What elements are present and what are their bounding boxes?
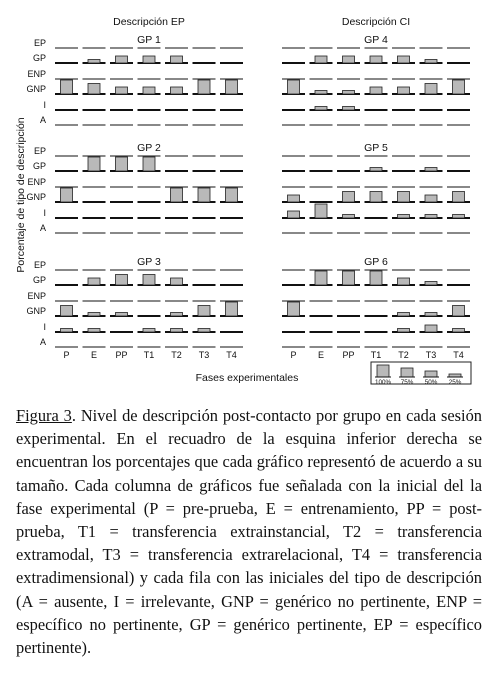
phase-tick-label: P (63, 350, 70, 360)
phase-tick-label: P (290, 350, 297, 360)
data-bar (453, 215, 465, 219)
data-bar (453, 80, 465, 94)
legend-label: 75% (400, 379, 414, 386)
phase-tick-label: PP (115, 350, 128, 360)
data-bar (315, 107, 327, 111)
data-bar (198, 329, 210, 333)
data-bar (425, 282, 437, 286)
data-bar (116, 275, 128, 286)
data-bar (171, 278, 183, 285)
data-bar (315, 204, 327, 218)
data-bar (288, 80, 300, 94)
phase-tick-label: T3 (425, 350, 437, 360)
data-bar (370, 56, 382, 63)
data-bar (398, 215, 410, 219)
data-bar (370, 192, 382, 203)
group-title: GP 3 (137, 256, 161, 268)
data-bar (453, 329, 465, 333)
figure-caption-label: Figura 3 (16, 406, 72, 425)
row-label: I (43, 208, 46, 218)
data-bar (453, 306, 465, 317)
data-bar (198, 306, 210, 317)
phase-tick-label: T3 (198, 350, 210, 360)
data-bar (343, 271, 355, 285)
x-axis-label: Fases experimentales (195, 372, 299, 384)
data-bar (88, 313, 100, 317)
figure-caption-text: . Nivel de descripción post-contacto por grupo en cada sesión experimental. En el recuadro de la esquina inferior derecha se encuentran los porcentajes que cada gráfico representó de acuerdo a su tamaño. Cada columna de gráficos fue señalada con la inicial del la fase experimental (P = pre-prueba, E = entrenamiento, PP = post-prueba, T1 = transferencia extrainstancial, T2 = transferencia extramodal, T3 = transferencia extrarelacional, T4 = transferencia extradimensional) y cada fila con las iniciales del tipo de descripción (A = ausente, I = irrelevante, GNP = genérico no pertinente, ENP = específico no pertinente, GP = genérico pertinente, EP = específico pertinente). (16, 406, 482, 658)
data-bar (171, 313, 183, 317)
row-label: I (43, 100, 46, 110)
data-bar (398, 56, 410, 63)
legend-label: 100% (374, 379, 392, 386)
row-label: GP (32, 275, 46, 285)
data-bar (143, 56, 155, 63)
data-bar (61, 329, 73, 333)
data-bar (398, 329, 410, 333)
data-bar (343, 215, 355, 219)
row-label: EP (33, 260, 46, 270)
row-label: ENP (27, 177, 46, 187)
data-bar (116, 56, 128, 63)
data-bar (288, 195, 300, 202)
data-bar (288, 302, 300, 316)
data-bar (88, 157, 100, 171)
data-bar (398, 192, 410, 203)
data-bar (171, 87, 183, 94)
data-bar (116, 87, 128, 94)
y-axis-label: Porcentaje de tipo de descripción (15, 117, 27, 273)
phase-tick-label: T1 (143, 350, 155, 360)
data-bar (425, 195, 437, 202)
figure-caption (16, 404, 482, 659)
data-bar (398, 313, 410, 317)
legend-bar (377, 365, 389, 377)
data-bar (226, 188, 238, 202)
data-bar (425, 60, 437, 64)
data-bar (343, 91, 355, 95)
data-bar (88, 84, 100, 95)
phase-tick-label: PP (342, 350, 355, 360)
data-bar (453, 192, 465, 203)
group-title: GP 1 (137, 34, 161, 46)
row-label: A (39, 337, 46, 347)
legend-label: 25% (448, 379, 462, 386)
row-label: GP (32, 161, 46, 171)
data-bar (88, 329, 100, 333)
data-bar (143, 87, 155, 94)
data-bar (370, 271, 382, 285)
data-bar (143, 275, 155, 286)
row-label: ENP (27, 69, 46, 79)
data-bar (61, 80, 73, 94)
data-bar (61, 188, 73, 202)
data-bar (343, 192, 355, 203)
data-bar (370, 168, 382, 172)
phase-tick-label: E (90, 350, 98, 360)
data-bar (88, 60, 100, 64)
row-label: ENP (27, 291, 46, 301)
row-label: EP (33, 38, 46, 48)
data-bar (198, 188, 210, 202)
row-label: A (39, 115, 46, 125)
data-bar (116, 157, 128, 171)
legend-label: 50% (424, 379, 438, 386)
data-bar (425, 168, 437, 172)
phase-tick-label: T4 (226, 350, 237, 360)
data-bar (288, 211, 300, 218)
data-bar (88, 278, 100, 285)
row-label: A (39, 223, 46, 233)
data-bar (143, 157, 155, 171)
data-bar (398, 278, 410, 285)
column-title: Descripción EP (113, 16, 185, 28)
data-bar (171, 56, 183, 63)
phase-tick-label: T4 (453, 350, 464, 360)
group-title: GP 2 (137, 142, 161, 154)
legend-bar (401, 368, 413, 377)
data-bar (315, 56, 327, 63)
phase-tick-label: T2 (398, 350, 409, 360)
phase-tick-label: T1 (370, 350, 382, 360)
group-title: GP 6 (364, 256, 388, 268)
data-bar (171, 329, 183, 333)
data-bar (425, 215, 437, 219)
data-bar (343, 56, 355, 63)
group-title: GP 4 (364, 34, 388, 46)
data-bar (143, 329, 155, 333)
data-bar (398, 87, 410, 94)
data-bar (370, 87, 382, 94)
data-bar (425, 84, 437, 95)
data-bar (343, 107, 355, 111)
data-bar (315, 271, 327, 285)
data-bar (198, 80, 210, 94)
row-label: GNP (26, 192, 46, 202)
phase-tick-label: E (317, 350, 325, 360)
data-bar (116, 313, 128, 317)
row-label: I (43, 322, 46, 332)
data-bar (425, 313, 437, 317)
data-bar (315, 91, 327, 95)
row-label: EP (33, 146, 46, 156)
row-label: GNP (26, 306, 46, 316)
phase-tick-label: T2 (171, 350, 182, 360)
column-title: Descripción CI (341, 16, 411, 28)
data-bar (226, 80, 238, 94)
data-bar (226, 302, 238, 316)
legend-bar (425, 371, 437, 377)
data-bar (171, 188, 183, 202)
group-title: GP 5 (364, 142, 388, 154)
data-bar (61, 306, 73, 317)
data-bar (425, 325, 437, 332)
row-label: GP (32, 53, 46, 63)
row-label: GNP (26, 84, 46, 94)
